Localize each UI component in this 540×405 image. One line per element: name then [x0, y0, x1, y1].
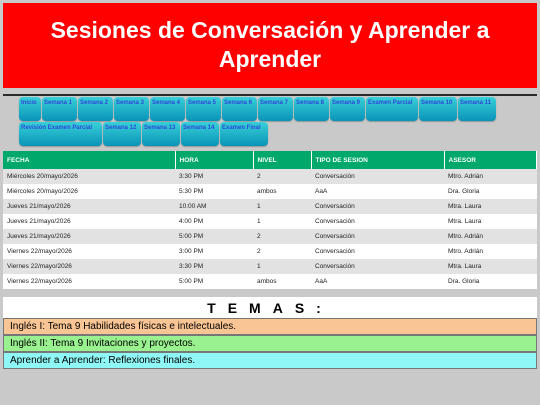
- cell-hora: 5:30 PM: [175, 184, 253, 199]
- cell-tipo: AaA: [311, 274, 444, 289]
- column-header-nivel: NIVEL: [253, 151, 311, 169]
- tema-ingles-2: Inglés II: Tema 9 Invitaciones y proyectos.: [3, 335, 537, 352]
- nav-button-semana-4[interactable]: Semana 4: [150, 97, 185, 121]
- nav-button-semana-12[interactable]: Semana 12: [103, 122, 141, 146]
- nav-button-semana-5[interactable]: Semana 5: [186, 97, 221, 121]
- cell-fecha: Jueves 21/mayo/2026: [3, 199, 175, 214]
- cell-fecha: Jueves 21/mayo/2026: [3, 229, 175, 244]
- nav-button-semana-6[interactable]: Semana 6: [222, 97, 257, 121]
- page-title: Sesiones de Conversación y Aprender a Aprender: [3, 3, 537, 88]
- cell-nivel: ambos: [253, 184, 311, 199]
- cell-fecha: Miércoles 20/mayo/2026: [3, 184, 175, 199]
- nav-button-revision-examen-parcial[interactable]: Revisión Examen Parcial: [19, 122, 102, 146]
- cell-hora: 3:00 PM: [175, 244, 253, 259]
- table-row: [3, 169, 537, 184]
- nav-button-inicio[interactable]: Inicio: [19, 97, 41, 121]
- divider: [3, 94, 537, 96]
- nav-button-semana-3[interactable]: Semana 3: [114, 97, 149, 121]
- nav-button-semana-14[interactable]: Semana 14: [181, 122, 219, 146]
- nav-button-semana-1[interactable]: Semana 1: [42, 97, 77, 121]
- cell-fecha: Viernes 22/mayo/2026: [3, 274, 175, 289]
- cell-asesor: Dra. Gloria: [444, 184, 537, 199]
- cell-nivel: 2: [253, 244, 311, 259]
- nav-button-semana-7[interactable]: Semana 7: [258, 97, 293, 121]
- cell-hora: 5:00 PM: [175, 274, 253, 289]
- schedule-table: [3, 151, 537, 289]
- table-row: [3, 214, 537, 229]
- column-header-asesor: ASESOR: [444, 151, 537, 169]
- cell-hora: 3:30 PM: [175, 169, 253, 184]
- column-header-tipo: TIPO DE SESION: [311, 151, 444, 169]
- cell-nivel: 1: [253, 199, 311, 214]
- table-row: [3, 259, 537, 274]
- cell-fecha: Jueves 21/mayo/2026: [3, 214, 175, 229]
- cell-asesor: Mtra. Laura: [444, 259, 537, 274]
- cell-asesor: Mtra. Laura: [444, 199, 537, 214]
- nav-button-semana-10[interactable]: Semana 10: [419, 97, 457, 121]
- table-row: [3, 229, 537, 244]
- cell-hora: 5:00 PM: [175, 229, 253, 244]
- cell-tipo: Conversación: [311, 199, 444, 214]
- week-nav: [19, 97, 529, 147]
- column-header-hora: HORA: [175, 151, 253, 169]
- cell-tipo: AaA: [311, 184, 444, 199]
- nav-button-semana-11[interactable]: Semana 11: [458, 97, 496, 121]
- week-nav-row-2: [19, 122, 529, 146]
- table-row: [3, 199, 537, 214]
- nav-button-semana-2[interactable]: Semana 2: [78, 97, 113, 121]
- table-row: [3, 274, 537, 289]
- cell-fecha: Viernes 22/mayo/2026: [3, 244, 175, 259]
- nav-button-examen-parcial[interactable]: Examen Parcial: [366, 97, 418, 121]
- nav-button-semana-8[interactable]: Semana 8: [294, 97, 329, 121]
- cell-asesor: Mtro. Adrián: [444, 169, 537, 184]
- cell-asesor: Mtra. Laura: [444, 214, 537, 229]
- cell-nivel: 2: [253, 229, 311, 244]
- cell-asesor: Dra. Gloria: [444, 274, 537, 289]
- tema-aprender-a-aprender: Aprender a Aprender: Reflexiones finales.: [3, 352, 537, 369]
- cell-tipo: Conversación: [311, 259, 444, 274]
- nav-button-semana-13[interactable]: Semana 13: [142, 122, 180, 146]
- cell-nivel: 2: [253, 169, 311, 184]
- temas-title: TEMAS:: [207, 300, 333, 316]
- cell-hora: 3:30 PM: [175, 259, 253, 274]
- cell-asesor: Mtro. Adrián: [444, 229, 537, 244]
- cell-fecha: Miércoles 20/mayo/2026: [3, 169, 175, 184]
- cell-tipo: Conversación: [311, 229, 444, 244]
- cell-hora: 10:00 AM: [175, 199, 253, 214]
- tema-ingles-1: Inglés I: Tema 9 Habilidades físicas e intelectuales.: [3, 318, 537, 335]
- cell-tipo: Conversación: [311, 244, 444, 259]
- week-nav-row-1: [19, 97, 529, 121]
- table-header-row: [3, 151, 537, 169]
- cell-tipo: Conversación: [311, 214, 444, 229]
- cell-tipo: Conversación: [311, 169, 444, 184]
- nav-button-semana-9[interactable]: Semana 9: [330, 97, 365, 121]
- cell-hora: 4:00 PM: [175, 214, 253, 229]
- table-row: [3, 184, 537, 199]
- table-row: [3, 244, 537, 259]
- cell-nivel: 1: [253, 259, 311, 274]
- cell-asesor: Mtro. Adrián: [444, 244, 537, 259]
- cell-fecha: Viernes 22/mayo/2026: [3, 259, 175, 274]
- cell-nivel: ambos: [253, 274, 311, 289]
- nav-button-examen-final[interactable]: Examen Final: [220, 122, 268, 146]
- cell-nivel: 1: [253, 214, 311, 229]
- column-header-fecha: FECHA: [3, 151, 175, 169]
